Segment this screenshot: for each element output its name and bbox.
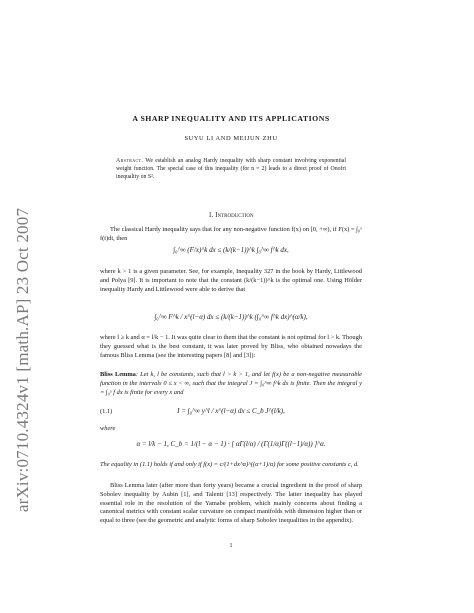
section-heading: 1. Introduction xyxy=(208,212,254,219)
bliss-lemma xyxy=(100,371,362,397)
abstract xyxy=(116,157,346,182)
bliss-lemma-body: : Let k, l be constants, such that l > k > 1, and let f(x) be a non-negative measurable function in the intervals 0 ≤ x < ∞, such that the integral J = ∫₀^∞ f^k dx is finite. Then the integral y = ∫₀ˣ f dx is finite for every x and xyxy=(100,371,362,396)
paragraph-1: The classical Hardy inequality says that for any non-negative function f(x) on [0, +∞), if F(x) = ∫₀ˣ f(t)dt, then xyxy=(100,226,362,242)
paragraph-3: where l ≥ k and α = l/k − 1. It was quite clear to them that the constant is not optimal for l > k. Though they guessed what is the best constant, it was later proved by Bliss, who obtained nowadays the famous Bliss Lemma (see the interesting papers [8] and [3]): xyxy=(100,334,362,359)
equation-bliss: I = ∫₀^∞ y^l / x^(l−α) dx ≤ C_b J^(l/k), xyxy=(177,407,285,415)
paragraph-5: Bliss Lemma later (after more than forty years) became a crucial ingredient in the proof of sharp Sobolev inequality by Aubin [1], and Talenti [13] respectively. The latter inequality has played essential role in the resolution of the Yamabe problem, which mainly concerns about finding a canonical metrics with constant scalar curvature on compact manifolds with dimension higher than or equal to three (see the geometric and analytic forms of sharp Sobolev inequalities in the appendix). xyxy=(100,482,362,525)
page-number: 1 xyxy=(229,543,233,549)
bliss-lemma-label: Bliss Lemma xyxy=(100,371,136,378)
equation-constants: α = l/k − 1, C_b = 1/(l − α − 1) · [ αΓ(l/α) / (Γ(1/α)Γ((l−1)/α)) ]^α. xyxy=(136,440,326,448)
equation-hardy-littlewood: ∫₀^∞ F^k / x^(l−α) dx ≤ (k/(k−1))^k (∫₀^∞ f^k dx)^(α/k), xyxy=(154,313,308,321)
paragraph-4: The equality in (1.1) holds if and only if f(x) = c/(1+dx^α)^((α+1)/α) for some positive constants c, d. xyxy=(100,461,359,468)
abstract-label: Abstract. xyxy=(116,158,144,164)
where-label: where xyxy=(100,425,116,432)
equation-hardy: ∫₀^∞ (F/x)^k dx ≤ (k/(k−1))^k ∫₀^∞ f^k dx, xyxy=(173,246,289,254)
paper-title: A SHARP INEQUALITY AND ITS APPLICATIONS xyxy=(132,114,330,123)
arxiv-stamp xyxy=(12,150,34,570)
abstract-body: We establish an analog Hardy inequality with sharp constant involving exponential weight function. The special case of this inequality (for n = 2) leads to a direct proof of Onofri inequality on S². xyxy=(116,158,346,181)
paper-authors: SUYU LI AND MEIJUN ZHU xyxy=(184,135,278,142)
paragraph-2: where k > 1 is a given parameter. See, for example, Inequality 327 in the book by Hardy, Littlewood and Polya [9]. It is important to note that the constant (k/(k−1))^k is the optimal one. Using Hölder inequality Hardy and Littlewood were able to derive that xyxy=(100,268,362,293)
arxiv-stamp-text: arXiv:0710.4324v1 [math.AP] 23 Oct 2007 xyxy=(13,207,32,513)
equation-number: (1.1) xyxy=(100,408,113,415)
